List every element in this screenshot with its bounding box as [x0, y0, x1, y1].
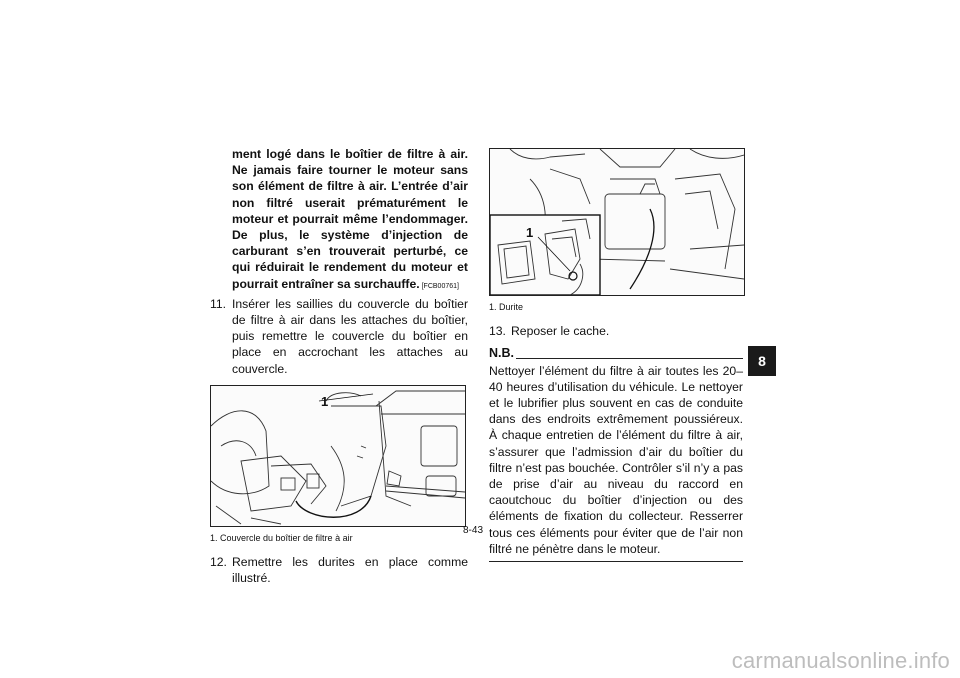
step-text: Insérer les saillies du couvercle du boîtier de filtre à air dans les attaches du boîtier, puis remettre le couvercle du boîtier en place en accrochant les attaches au couvercle. [232, 296, 468, 376]
figure2-callout: 1 [526, 225, 534, 240]
left-column [210, 146, 468, 586]
step-11 [210, 296, 468, 377]
step-13 [489, 323, 743, 339]
note-label: N.B. [489, 346, 514, 361]
step-number: 13. [489, 324, 506, 339]
step-number: 11. [210, 296, 227, 311]
warning-continuation [232, 146, 468, 295]
figure1-caption: 1. Couvercle du boîtier de filtre à air [210, 532, 353, 543]
watermark: carmanualsonline.info [731, 648, 950, 673]
note-text: Nettoyer l’élément du filtre à air toutes les 20–40 heures d’utilisation du véhicule. Le nettoyer et le lubrifier plus souvent en cas de conduite dans des endroits extrêmement poussiéreux. À chaque entretien de l’élément du filtre à air, s’assurer que l’admission d’air du boîtier du filtre n’est pas bouchée. Contrôler s’il n’y a pas de prise d’air au niveau du raccord en caoutchouc du boîtier d’injection ou des éléments de fixation du collecteur. Resserrer tous ces éléments pour éviter que de l’air non filtré ne pénètre dans le moteur. [489, 363, 743, 556]
note-rule [516, 358, 743, 359]
figure-air-filter-cover [210, 385, 466, 527]
right-column [489, 148, 743, 562]
step-number: 12. [210, 555, 227, 570]
note-header [489, 345, 743, 361]
step-12 [210, 554, 468, 586]
figure-hose [489, 148, 745, 296]
figure1-callout: 1 [321, 393, 329, 409]
note-end-rule [489, 561, 743, 562]
hose-illustration [490, 149, 744, 295]
page-number: 8-43 [463, 525, 484, 536]
chapter-tab: 8 [748, 346, 776, 376]
warning-code: [FCB00761] [421, 282, 459, 290]
step-text: Remettre les durites en place comme illustré. [232, 555, 468, 586]
figure2-caption: 1. Durite [489, 302, 524, 312]
step-text: Reposer le cache. [511, 324, 610, 339]
warning-text: ment logé dans le boîtier de filtre à air. Ne jamais faire tourner le moteur sans son élément de filtre à air. L’entrée d’air non filtré userait prématurément le moteur et pourrait même l’endommager. De plus, le système d’injection de carburant s’en trouverait perturbé, ce qui réduirait le rendement du moteur et pourrait entraîner sa surchauffe. [232, 147, 468, 291]
air-filter-cover-illustration [211, 386, 465, 526]
